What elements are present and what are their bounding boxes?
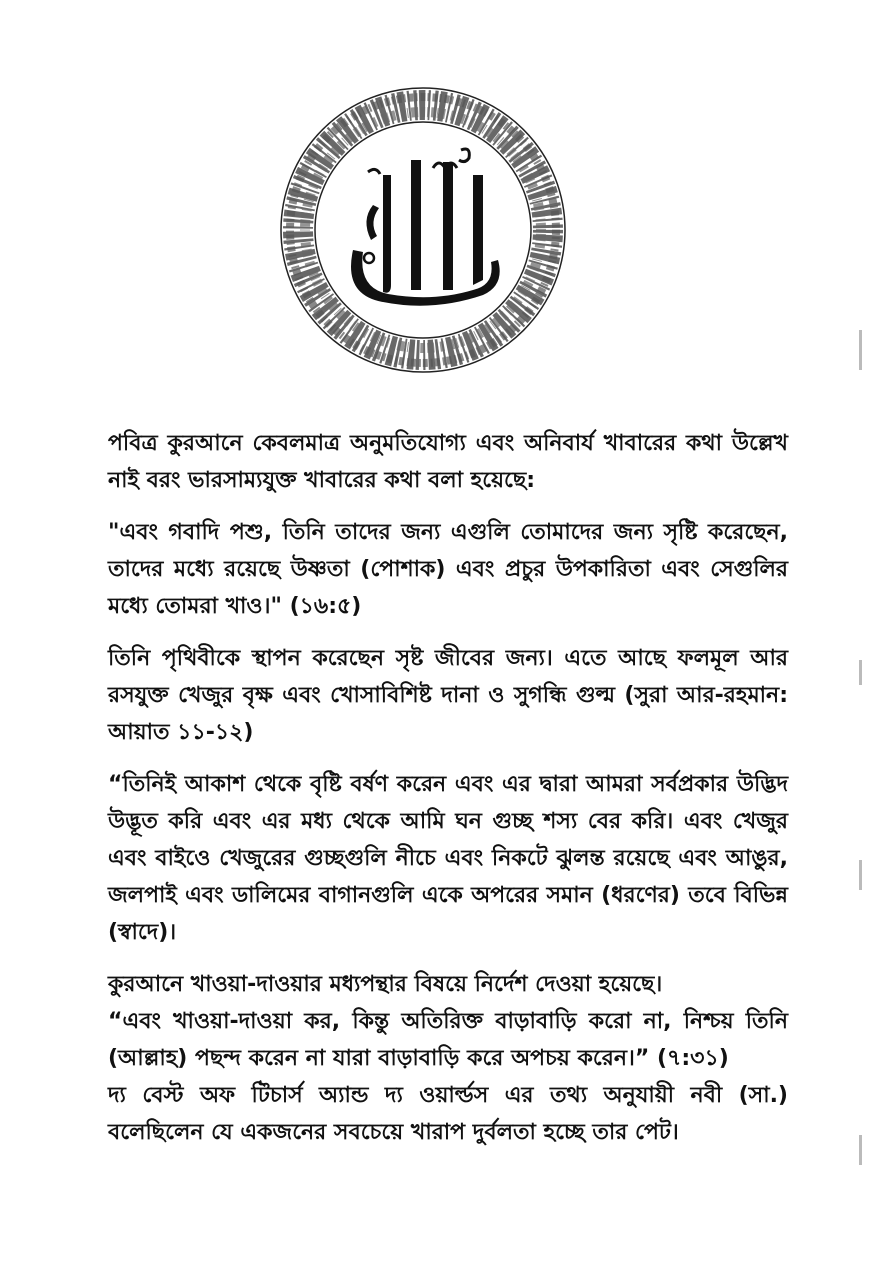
scan-edge-mark (859, 330, 862, 370)
body-text (108, 425, 788, 1166)
scan-edge-mark (859, 660, 862, 685)
paragraph-quote-eat: “এবং খাওয়া-দাওয়া কর, কিন্তু অতিরিক্ত বাড়াবাড়ি করো না, নিশ্চয় তিনি (আল্লাহ) পছন্দ করেন না যারা বাড়াবাড়ি করে অপচয় করেন।” (৭:৩১) (108, 1009, 788, 1071)
paragraph-hadith: দ্য বেস্ট অফ টিচার্স অ্যান্ড দ্য ওয়ার্ল্ডস এর তথ্য অনুযায়ী নবী (সা.) বলেছিলেন যে একজনের সবচেয়ে খারাপ দুর্বলতা হচ্ছে তার পেট। (108, 1083, 788, 1145)
paragraph-intro: পবিত্র কুরআনে কেবলমাত্র অনুমতিযোগ্য এবং অনিবার্য খাবারের কথা উল্লেখ নাই বরং ভারসাম্যযুক্ত খাবারের কথা বলা হয়েছে: (108, 431, 788, 493)
scan-edge-mark (859, 860, 862, 890)
allah-calligraphy-icon (273, 80, 573, 380)
paragraph-rain: “তিনিই আকাশ থেকে বৃষ্টি বর্ষণ করেন এবং এর দ্বারা আমরা সর্বপ্রকার উদ্ভিদ উদ্ভূত করি এবং এর মধ্য থেকে আমি ঘন গুচ্ছ শস্য বের করি। এবং খেজুর এবং বাইওে খেজুরের গুচ্ছগুলি নীচে এবং নিকটে ঝুলন্ত রয়েছে এবং আঙুর, জলপাই এবং ডালিমের বাগানগুলি একে অপরের সমান (ধরণের) তবে বিভিন্ন (স্বাদে)। (108, 772, 788, 945)
paragraph-earth: তিনি পৃথিবীকে স্থাপন করেছেন সৃষ্ট জীবের জন্য। এতে আছে ফলমূল আর রসযুক্ত খেজুর বৃক্ষ এবং খোসাবিশিষ্ট দানা ও সুগন্ধি গুল্ম (সুরা আর-রহমান: আয়াত ১১-১২) (108, 646, 788, 745)
paragraph-quote-cattle: "এবং গবাদি পশু, তিনি তাদের জন্য এগুলি তোমাদের জন্য সৃষ্টি করেছেন, তাদের মধ্যে রয়েছে উষ্ণতা (পোশাক) এবং প্রচুর উপকারিতা এবং সেগুলির মধ্যে তোমরা খাও।" (১৬:৫) (108, 520, 788, 619)
paragraph-moderation: কুরআনে খাওয়া-দাওয়ার মধ্যপন্থার বিষয়ে নির্দেশ দেওয়া হয়েছে। (108, 972, 663, 997)
scan-edge-mark (859, 1135, 862, 1165)
